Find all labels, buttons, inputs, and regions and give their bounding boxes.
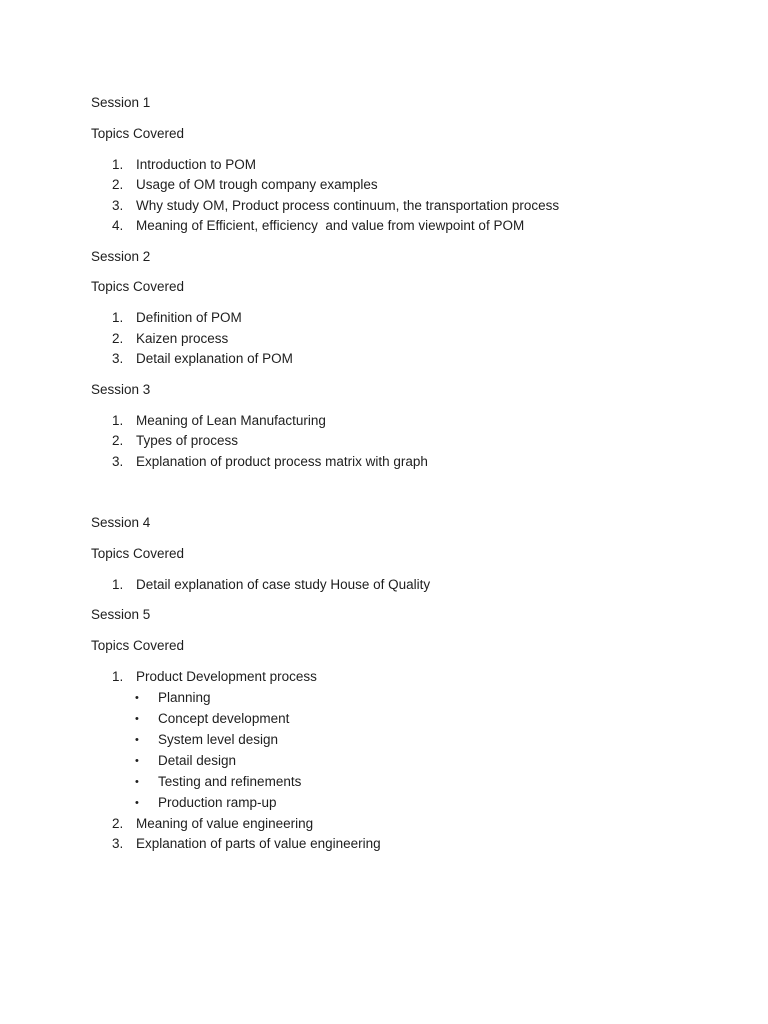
sub-list-item: System level design <box>158 732 279 747</box>
session-3-title: Session 3 <box>91 382 151 397</box>
list-number: 1. <box>112 157 124 172</box>
session-4-heading: Topics Covered <box>91 546 185 561</box>
list-item: Usage of OM trough company examples <box>136 177 378 192</box>
list-item: Kaizen process <box>136 331 229 346</box>
list-number: 2. <box>112 177 124 192</box>
list-item: Introduction to POM <box>136 157 257 172</box>
list-number: 1. <box>112 413 124 428</box>
session-1-title: Session 1 <box>91 95 151 110</box>
bullet-icon: • <box>135 692 139 704</box>
list-item: Meaning of value engineering <box>136 816 314 831</box>
list-item: Detail explanation of POM <box>136 351 293 366</box>
list-item: Definition of POM <box>136 310 242 325</box>
list-item: Types of process <box>136 433 239 448</box>
session-1-heading: Topics Covered <box>91 126 185 141</box>
list-number: 2. <box>112 433 124 448</box>
list-item: Meaning of Lean Manufacturing <box>136 413 326 428</box>
bullet-icon: • <box>135 755 139 767</box>
session-2-title: Session 2 <box>91 249 151 264</box>
list-number: 2. <box>112 816 124 831</box>
sub-list-item: Concept development <box>158 711 290 726</box>
list-number: 1. <box>112 310 124 325</box>
list-item: Product Development process <box>136 669 317 684</box>
list-number: 3. <box>112 836 124 851</box>
session-5-title: Session 5 <box>91 607 151 622</box>
sub-list-item: Testing and refinements <box>158 774 302 789</box>
list-item: Why study OM, Product process continuum, the transportation process <box>136 198 560 213</box>
session-5-heading: Topics Covered <box>91 638 185 653</box>
bullet-icon: • <box>135 797 139 809</box>
list-item: Explanation of parts of value engineering <box>136 836 381 851</box>
sub-list-item: Planning <box>158 690 211 705</box>
session-4-title: Session 4 <box>91 515 151 530</box>
list-number: 3. <box>112 198 124 213</box>
sub-list-item: Detail design <box>158 753 237 768</box>
sub-list-item: Production ramp-up <box>158 795 277 810</box>
list-item: Detail explanation of case study House of Quality <box>136 577 431 592</box>
list-number: 3. <box>112 454 124 469</box>
list-number: 3. <box>112 351 124 366</box>
list-number: 4. <box>112 218 124 233</box>
session-2-heading: Topics Covered <box>91 279 185 294</box>
bullet-icon: • <box>135 713 139 725</box>
list-item: Meaning of Efficient, efficiency and value from viewpoint of POM <box>136 218 525 233</box>
list-number: 2. <box>112 331 124 346</box>
list-number: 1. <box>112 577 124 592</box>
bullet-icon: • <box>135 734 139 746</box>
bullet-icon: • <box>135 776 139 788</box>
list-number: 1. <box>112 669 124 684</box>
list-item: Explanation of product process matrix with graph <box>136 454 428 469</box>
